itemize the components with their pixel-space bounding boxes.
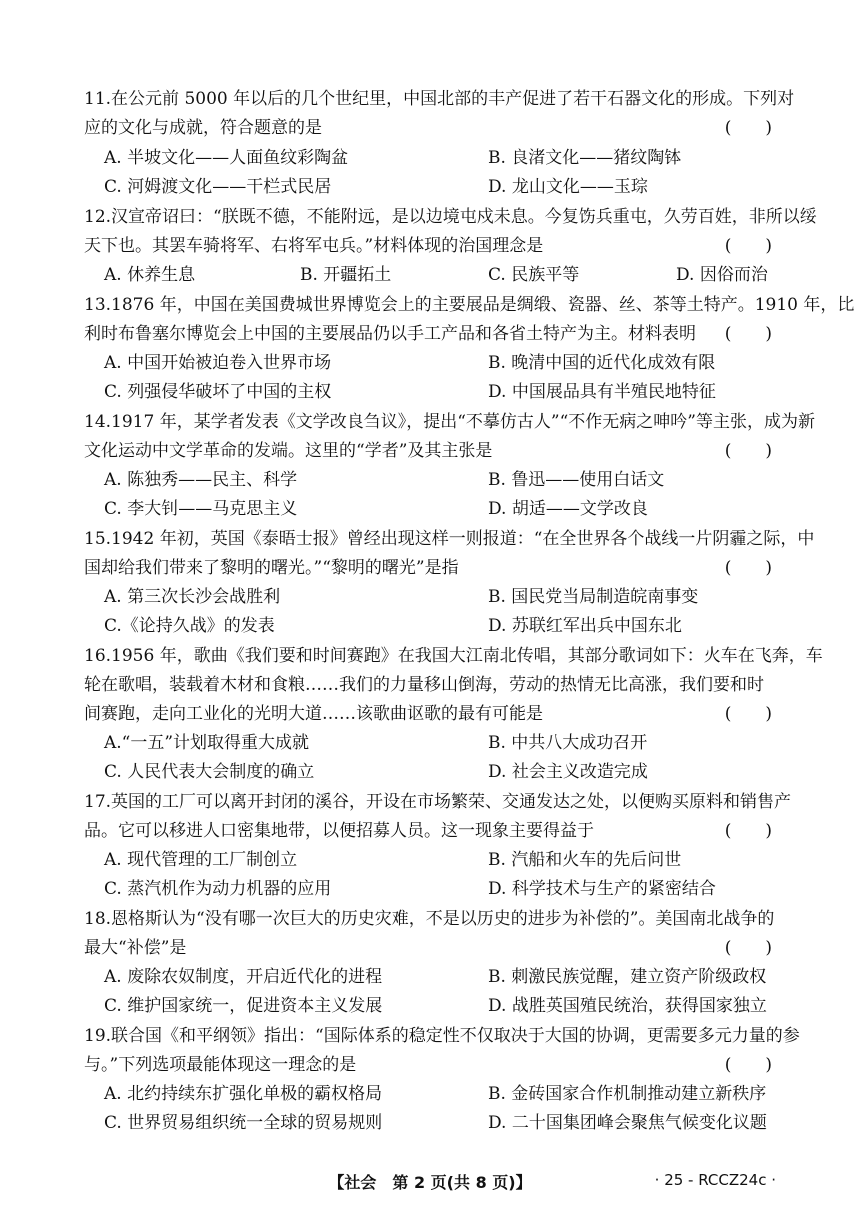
option-c: C. 人民代表大会制度的确立: [104, 762, 315, 782]
question-stem-line: 应的文化与成就，符合题意的是: [84, 118, 322, 138]
question-stem-line: 利时布鲁塞尔博览会上中国的主要展品仍以手工产品和各省土特产为主。材料表明: [84, 324, 696, 344]
option-d: D. 中国展品具有半殖民地特征: [488, 382, 716, 402]
answer-parenthesis: ( ): [724, 1055, 772, 1075]
question-stem-line: 13.1876 年，中国在美国费城世界博览会上的主要展品是绸缎、瓷器、丝、茶等土特产。1910 年，比: [84, 295, 855, 315]
option-c: C.《论持久战》的发表: [104, 616, 275, 636]
option-b: B. 开疆拓土: [300, 265, 392, 285]
question-stem-line: 间赛跑，走向工业化的光明大道……该歌曲讴歌的最有可能是: [84, 704, 543, 724]
option-d: D. 社会主义改造完成: [488, 762, 648, 782]
option-b: B. 鲁迅——使用白话文: [488, 470, 665, 490]
answer-parenthesis: ( ): [724, 236, 772, 256]
question-stem-line: 16.1956 年，歌曲《我们要和时间赛跑》在我国大江南北传唱，其部分歌词如下：火车在飞奔，车: [84, 646, 823, 666]
question-stem-line: 17.英国的工厂可以离开封闭的溪谷，开设在市场繁荣、交通发达之处，以便购买原料和销售产: [84, 792, 792, 812]
option-a: A. 北约持续东扩强化单极的霸权格局: [104, 1084, 383, 1104]
option-a: A. 半坡文化——人面鱼纹彩陶盆: [104, 148, 349, 168]
option-d: D. 二十国集团峰会聚焦气候变化议题: [488, 1113, 767, 1133]
question-stem-line: 12.汉宣帝诏曰：“朕既不德，不能附远，是以边境屯戍未息。今复饬兵重屯，久劳百姓，非所以绥: [84, 207, 817, 227]
option-b: B. 汽船和火车的先后问世: [488, 850, 682, 870]
question-stem-line: 19.联合国《和平纲领》指出：“国际体系的稳定性不仅取决于大国的协调，更需要多元力量的参: [84, 1026, 800, 1046]
answer-parenthesis: ( ): [724, 558, 772, 578]
option-d: D. 战胜英国殖民统治，获得国家独立: [488, 996, 767, 1016]
question-stem-line: 15.1942 年初，英国《泰晤士报》曾经出现这样一则报道：“在全世界各个战线一片阴霾之际，中: [84, 529, 815, 549]
question-stem-line: 文化运动中文学革命的发端。这里的“学者”及其主张是: [84, 441, 493, 461]
page-footer-code: · 25 - RCCZ24c ·: [654, 1171, 776, 1189]
option-b: B. 刺激民族觉醒，建立资产阶级政权: [488, 967, 767, 987]
question-stem-line: 品。它可以移进人口密集地带，以便招募人员。这一现象主要得益于: [84, 821, 594, 841]
answer-parenthesis: ( ): [724, 324, 772, 344]
question-stem-line: 11.在公元前 5000 年以后的几个世纪里，中国北部的丰产促进了若干石器文化的形成。下列对: [84, 89, 795, 109]
question-stem-line: 18.恩格斯认为“没有哪一次巨大的历史灾难，不是以历史的进步为补偿的”。美国南北战争的: [84, 909, 775, 929]
question-stem-line: 14.1917 年，某学者发表《文学改良刍议》，提出“不摹仿古人”“不作无病之呻吟”等主张，成为新: [84, 412, 815, 432]
option-a: A.“一五”计划取得重大成就: [104, 733, 310, 753]
option-c: C. 李大钊——马克思主义: [104, 499, 298, 519]
question-stem-line: 天下也。其罢车骑将军、右将军屯兵。”材料体现的治国理念是: [84, 236, 544, 256]
option-b: B. 中共八大成功召开: [488, 733, 648, 753]
question-stem-line: 最大“补偿”是: [84, 938, 187, 958]
option-a: A. 废除农奴制度，开启近代化的进程: [104, 967, 383, 987]
option-b: B. 国民党当局制造皖南事变: [488, 587, 699, 607]
option-c: C. 河姆渡文化——干栏式民居: [104, 177, 332, 197]
option-d: D. 科学技术与生产的紧密结合: [488, 879, 716, 899]
answer-parenthesis: ( ): [724, 441, 772, 461]
question-stem-line: 与。”下列选项最能体现这一理念的是: [84, 1055, 357, 1075]
option-b: B. 金砖国家合作机制推动建立新秩序: [488, 1084, 767, 1104]
answer-parenthesis: ( ): [724, 938, 772, 958]
option-c: C. 列强侵华破坏了中国的主权: [104, 382, 332, 402]
answer-parenthesis: ( ): [724, 704, 772, 724]
option-d: D. 龙山文化——玉琮: [488, 177, 648, 197]
option-b: B. 晚清中国的近代化成效有限: [488, 353, 716, 373]
question-stem-line: 轮在歌唱，装载着木材和食粮……我们的力量移山倒海，劳动的热情无比高涨，我们要和时: [84, 675, 764, 695]
page-footer-title: 【社会 第 2 页(共 8 页)】: [328, 1173, 532, 1192]
option-a: A. 第三次长沙会战胜利: [104, 587, 281, 607]
option-d: D. 因俗而治: [676, 265, 768, 285]
option-c: C. 蒸汽机作为动力机器的应用: [104, 879, 332, 899]
option-a: A. 休养生息: [104, 265, 196, 285]
option-c: C. 世界贸易组织统一全球的贸易规则: [104, 1113, 383, 1133]
answer-parenthesis: ( ): [724, 821, 772, 841]
option-c: C. 民族平等: [488, 265, 580, 285]
option-d: D. 苏联红军出兵中国东北: [488, 616, 682, 636]
option-a: A. 陈独秀——民主、科学: [104, 470, 298, 490]
option-a: A. 中国开始被迫卷入世界市场: [104, 353, 332, 373]
answer-parenthesis: ( ): [724, 118, 772, 138]
question-stem-line: 国却给我们带来了黎明的曙光。”“黎明的曙光”是指: [84, 558, 459, 578]
option-d: D. 胡适——文学改良: [488, 499, 648, 519]
option-c: C. 维护国家统一，促进资本主义发展: [104, 996, 383, 1016]
option-b: B. 良渚文化——猪纹陶钵: [488, 148, 682, 168]
option-a: A. 现代管理的工厂制创立: [104, 850, 298, 870]
